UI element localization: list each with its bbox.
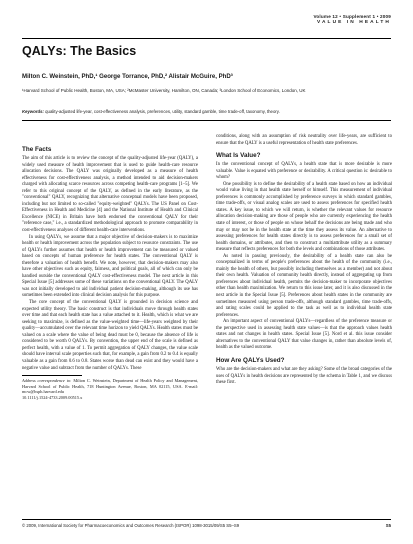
correspondence-note bbox=[22, 378, 198, 396]
paragraph: As noted in passing previously, the desirability of a health state can also be conceptualized in terms of people's preferences about the health of the community (i.e., mainly the health of others, but possibly including themselves as a member) and not about their own health. Valuation of community health directly, instead of aggregating up from preferences about individual health, permits the decision-maker to incorporate objectives other than health maximization. We return to this issue later, and it is also discussed in the next article in the Special Issue [5]. Preferences about health states in the community are sometimes measured using person trade-offs, although standard gambles, time trade-offs, and rating scales could be applied to the task as well as to individual health state preferences. bbox=[216, 253, 392, 318]
paragraph: In the conventional concept of QALYs, a health state that is more desirable is more valuable. Value is equated with preference or desirability. A critical question is: desirable to whom? bbox=[216, 162, 392, 181]
left-column bbox=[22, 146, 198, 401]
journal-masthead bbox=[314, 14, 392, 25]
keywords-label: Keywords: bbox=[22, 109, 44, 114]
journal-name: VALUE IN HEALTH bbox=[317, 20, 391, 25]
title-rule bbox=[22, 38, 391, 39]
right-column bbox=[216, 134, 392, 387]
paragraph: The core concept of the conventional QALY is grounded in decision science and expected utility theory. The basic construct is that individuals move through health states over time and that each health state has a value attached to it. Health, which is what we are seeking to maximize, is defined as the value-weighted time—life-years weighted by their quality—accumulated over the relevant time horizon to yield QALYs. Health states must be valued on a scale where the value of being dead must be 0, because the absence of life is considered to be worth 0 QALYs. By convention, the upper end of the scale is defined as perfect health, with a value of 1. To permit aggregation of QALY changes, the value scale should have interval scale properties such that, for example, a gain from 0.2 to 0.4 is equally valuable as a gain from 0.6 to 0.8. States worse than dead can exist and they would have a negative value and subtract from the number of QALYs. These bbox=[22, 300, 198, 371]
correspondence-text: Milton C. Weinstein, Department of Health Policy and Management, Harvard School of Public Health, 718 Huntington Avenue, Boston, MA 02115, USA. E-mail: mcw@hsph.harvard.edu bbox=[22, 377, 198, 395]
paragraph: conditions, along with an assumption of risk neutrality over life-years, are sufficient to ensure that the QALY is a useful representation of health state preferences. bbox=[216, 134, 392, 146]
affiliations: ¹Harvard School of Public Health, Boston, MA, USA; ²McMaster University, Hamilton, ON, Canada; ³London School of Economics, London, UK bbox=[22, 88, 306, 93]
paragraph: One possibility is to define the desirability of a health state based on how an individual would value living in that health state herself or himself. This measurement of individual preferences is commonly accomplished by preference surveys in which standard gambles, time trade-offs, or visual analog scales are used to assess preferences for specified health states. A key issue, to which we will return, is whether the relevant values for resource allocation decision-making are those of people who are currently experiencing the health state of interest, or those of people on whose behalf the decisions are being made and who may or may not be in the health state at the time they assess its value. An alternative to assessing preferences for health states directly is to assess preferences for a small set of health domains, or attributes, and then to construct a multiattribute utility as a summary measure that reflects preferences for both the levels and combinations of those attributes. bbox=[216, 181, 392, 253]
section-heading-how: How Are QALYs Used? bbox=[216, 356, 285, 364]
page-number: S5 bbox=[385, 523, 391, 528]
paragraph: An important aspect of conventional QALYs—regardless of the preference measure or the perspective used in assessing health state values—is that the approach values health states and not changes in health states. Special Issue [5]. Nord et al. this issue consider alternatives to the conventional QALY that value changes in, rather than absolute levels of, health as the valued outcome. bbox=[216, 319, 392, 351]
paragraph: Who are the decision-makers and what are they asking? Some of the broad categories of the uses of QALYs in health decisions are represented by the schema in Table 1, and we discuss these first. bbox=[216, 366, 392, 386]
correspondence-prefix: Address correspondence to: bbox=[22, 377, 72, 383]
publisher-line: © 2009, International Society for Pharmacoeconomics and Outcomes Research (ISPOR) 1098-3015/09/S5 S5–S9 bbox=[22, 523, 240, 528]
header-divider bbox=[22, 120, 391, 121]
keywords-text: quality-adjusted life-year, cost-effectiveness analysis, preferences, utility, standard gamble, time trade-off, taxonomy, theory. bbox=[45, 109, 280, 114]
doi: 10.1111/j.1524-4733.2009.00515.x bbox=[22, 395, 83, 401]
section-heading-facts: The Facts bbox=[22, 146, 52, 153]
article-title: QALYs: The Basics bbox=[22, 44, 137, 58]
footer-rule bbox=[22, 519, 391, 520]
paragraph: In using QALYs, we assume that a major objective of decision-makers is to maximize health or health improvement across the population subject to resource constraints. The use of QALYs further assumes that health or health improvement can be measured or valued based on concepts of human preference for health states. The conventional QALY is therefore a valuation of health benefit. We note, however, that decision-makers may also have other objectives such as equity, fairness, and political goals, all of which can only be handled outside the conventional QALY cost-effectiveness model. The next article in this Special Issue [5] addresses some of these variations on the conventional QALY. The QALY was not initially developed to aid individual patient decision-making, although its use has sometimes been extended into clinical decision analysis for this purpose. bbox=[22, 234, 198, 299]
footnote-rule bbox=[22, 375, 82, 376]
volume-line: Volume 12 • Supplement 1 • 2009 bbox=[313, 14, 391, 19]
author-list: Milton C. Weinstein, PhD,¹ George Torrance, PhD,² Alistair McGuire, PhD³ bbox=[22, 73, 233, 80]
paragraph: The aim of this article is to review the concept of the quality-adjusted life-year (QALY), a widely used measure of health improvement that is used to guide health-care resource allocation decisions. The QALY was originally developed as a measure of health effectiveness for cost-effectiveness analysis, a method intended to aid decision-makers charged with allocating scarce resources across competing health-care programs [1–5]. We refer to this original concept of the QALY, as defined in the early literature, as the "conventional" QALY, recognizing that alternative conceptual models have been proposed, including but not limited to so-called "equity-weighted" QALYs. The US Panel on Cost-Effectiveness in Health and Medicine [4] and the National Institute of Health and Clinical Excellence (NICE) in Britain have both endorsed the conventional QALY for their "reference case," i.e., a standardized methodological approach to promote comparability in cost-effectiveness analyses of different health-care interventions. bbox=[22, 156, 198, 234]
section-heading-value: What Is Value? bbox=[216, 152, 261, 160]
keywords bbox=[22, 109, 391, 115]
